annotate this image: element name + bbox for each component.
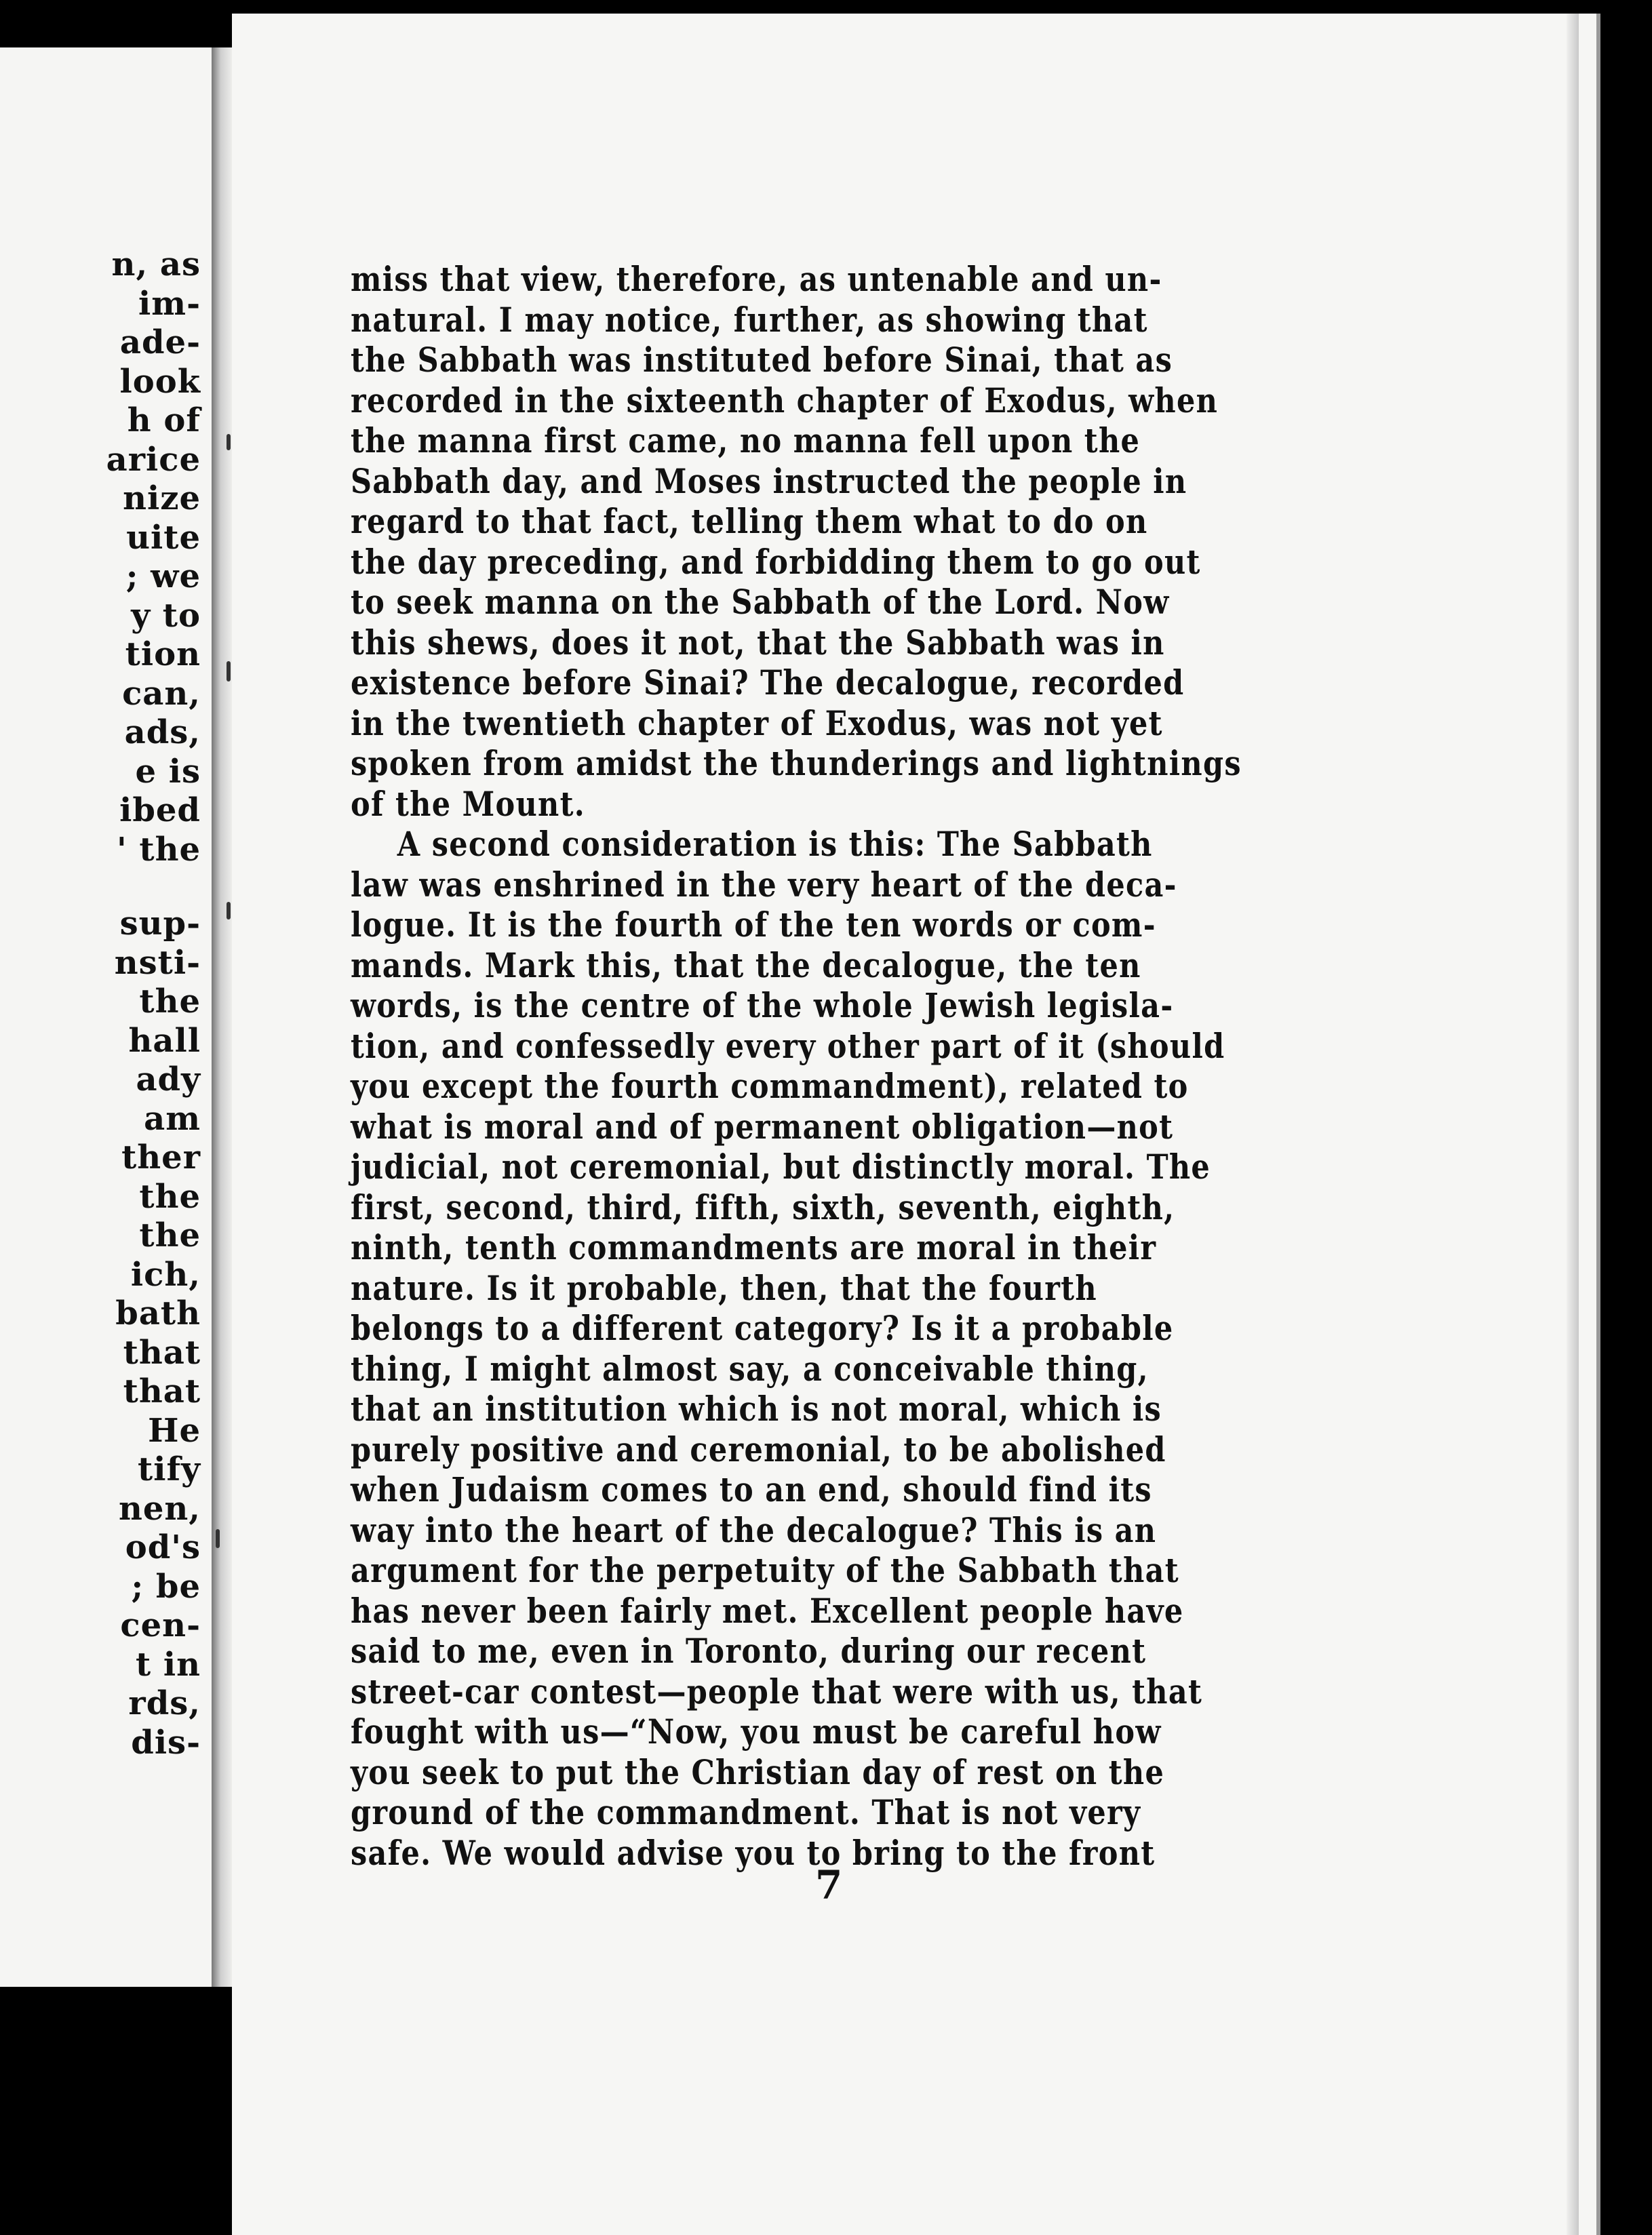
left-page-fragment: nize [123, 479, 201, 517]
left-page-fragment: od's [125, 1528, 201, 1566]
page-number: 7 [815, 1862, 843, 1908]
text-line: safe. We would advise you to bring to the front [351, 1832, 1156, 1873]
left-page-fragment: ady [136, 1061, 201, 1099]
book-gutter [212, 47, 232, 1987]
text-line: to seek manna on the Sabbath of the Lord. Now [351, 582, 1170, 622]
left-page-fragment: t in [135, 1645, 201, 1684]
fragment-gap [106, 869, 201, 905]
left-page-fragment: ich, [130, 1255, 201, 1294]
text-line: has never been fairly met. Excellent people have [351, 1590, 1184, 1631]
left-page-fragment: the [139, 1217, 201, 1254]
left-page-fragment: ; be [131, 1567, 201, 1606]
left-page-fragment: dis- [131, 1723, 201, 1762]
left-page-fragment: ade- [119, 323, 201, 361]
text-line: the Sabbath was instituted before Sinai, that as [351, 340, 1173, 380]
text-line: you except the fourth commandment), related to [351, 1066, 1189, 1106]
text-line: street-car contest—people that were with us, that [351, 1671, 1203, 1712]
text-line: ground of the commandment. That is not very [351, 1792, 1141, 1832]
text-line: miss that view, therefore, as untenable and un- [351, 259, 1162, 299]
text-line: judicial, not ceremonial, but distinctly moral. The [351, 1147, 1211, 1187]
text-line: Sabbath day, and Moses instructed the people in [351, 460, 1187, 501]
left-page-fragment: ads, [124, 713, 201, 751]
left-page-fragment: e is [135, 752, 201, 791]
left-page-fragment: tify [138, 1450, 201, 1488]
text-line: in the twentieth chapter of Exodus, was not yet [351, 703, 1163, 743]
text-line: the day preceding, and forbidding them to go out [351, 541, 1201, 582]
left-page-fragment: hall [128, 1021, 201, 1060]
text-line: said to me, even in Toronto, during our recent [351, 1631, 1147, 1671]
left-page-fragment: am [144, 1099, 201, 1138]
left-page-fragment: n, as [111, 245, 201, 283]
left-page-fragment: uite [126, 518, 201, 557]
text-line: when Judaism comes to an end, should find its [351, 1469, 1152, 1509]
margin-mark [216, 1529, 220, 1548]
text-line: A second consideration is this: The Sabbath [397, 824, 1153, 864]
text-line: nature. Is it probable, then, that the fourth [351, 1267, 1097, 1308]
left-page-fragment: ; we [125, 557, 201, 595]
text-line: natural. I may notice, further, as showing that [351, 299, 1148, 340]
text-line: fought with us—“Now, you must be careful how [351, 1712, 1162, 1752]
left-page-fragment: arice [106, 440, 201, 479]
left-page-fragment: bath [115, 1294, 201, 1332]
text-line: mands. Mark this, that the decalogue, the ten [351, 945, 1141, 985]
left-page-fragment: rds, [128, 1684, 201, 1722]
text-line: tion, and confessedly every other part of it (should [351, 1025, 1225, 1066]
page-edge [1567, 14, 1579, 2235]
text-line: you seek to put the Christian day of rest on the [351, 1752, 1165, 1792]
text-line: this shews, does it not, that the Sabbath was in [351, 622, 1165, 662]
left-page-fragment: sup- [119, 905, 201, 943]
left-page-fragment: that [123, 1372, 201, 1410]
text-line: ninth, tenth commandments are moral in their [351, 1227, 1157, 1267]
left-page-fragment: y to [131, 596, 201, 635]
text-line: recorded in the sixteenth chapter of Exodus, when [351, 380, 1219, 420]
text-line: belongs to a different category? Is it a probable [351, 1308, 1174, 1348]
text-line: existence before Sinai? The decalogue, recorded [351, 662, 1185, 703]
left-page-fragment: tion [125, 635, 201, 673]
left-page-fragment: ' the [116, 830, 201, 869]
left-page-fragment: the [139, 983, 201, 1021]
body-text [351, 259, 1459, 1873]
right-page [232, 14, 1600, 2235]
left-page-fragment: h of [127, 401, 201, 439]
text-line: logue. It is the fourth of the ten words or com- [351, 905, 1156, 945]
left-page-fragment: He [148, 1411, 201, 1450]
text-line: what is moral and of permanent obligation—not [351, 1106, 1174, 1147]
text-line: law was enshrined in the very heart of the deca- [351, 864, 1177, 905]
text-line: thing, I might almost say, a conceivable thing, [351, 1348, 1149, 1389]
text-line: way into the heart of the decalogue? This is an [351, 1509, 1157, 1550]
left-page-text-fragments [106, 245, 201, 1762]
left-page-fragment: can, [122, 674, 201, 713]
margin-mark [227, 434, 231, 450]
text-line: regard to that fact, telling them what to do on [351, 501, 1148, 541]
left-page-fragment: ther [121, 1139, 201, 1176]
text-line: purely positive and ceremonial, to be abolished [351, 1429, 1166, 1469]
text-line: the manna first came, no manna fell upon the [351, 420, 1141, 460]
left-page-fragment: nsti- [114, 943, 201, 982]
left-page-fragment: that [123, 1333, 201, 1372]
left-page-fragment: im- [138, 284, 201, 323]
text-line: words, is the centre of the whole Jewish legisla- [351, 985, 1174, 1025]
left-page-fragment: cen- [120, 1606, 201, 1644]
text-line: spoken from amidst the thunderings and lightnings [351, 743, 1242, 783]
text-line: first, second, third, fifth, sixth, seventh, eighth, [351, 1187, 1175, 1227]
margin-mark [227, 902, 231, 919]
left-page-fragment: look [119, 362, 201, 401]
left-page-fragment: ibed [119, 791, 201, 829]
text-line: argument for the perpetuity of the Sabbath that [351, 1550, 1179, 1590]
margin-mark [227, 661, 231, 681]
left-page-fragment: nen, [118, 1489, 201, 1528]
text-line: that an institution which is not moral, which is [351, 1389, 1162, 1429]
text-line: of the Mount. [351, 783, 586, 824]
left-page-fragment: the [139, 1177, 201, 1216]
left-page [0, 47, 212, 1987]
